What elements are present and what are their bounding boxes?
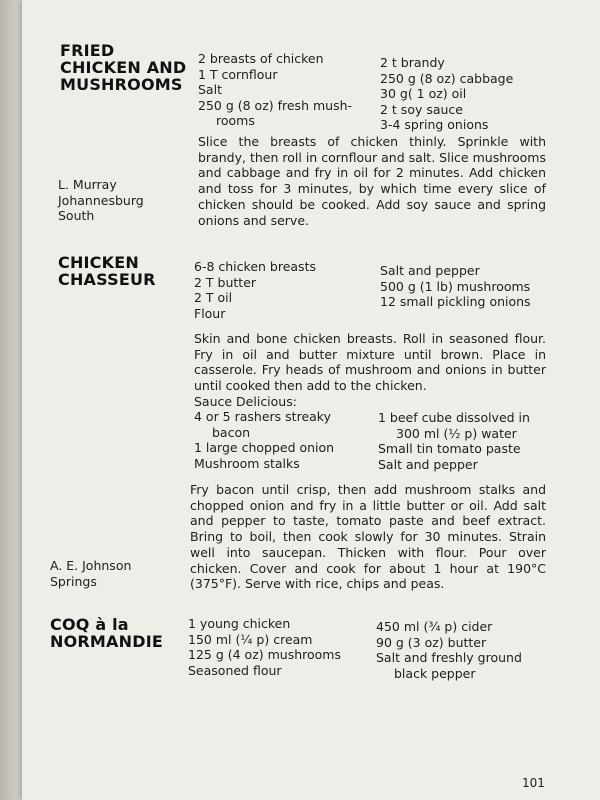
sauce-ingredients-right — [378, 410, 530, 472]
ingredient: Seasoned flour — [188, 662, 282, 678]
ingredient: 2 t brandy — [380, 55, 445, 70]
ingredient: 1 T cornflour — [198, 66, 278, 82]
page-number: 101 — [522, 776, 545, 790]
ingredient: 30 g( 1 oz) oil — [380, 86, 467, 101]
ingredient: black pepper — [394, 665, 476, 681]
ingredients-left — [198, 51, 352, 129]
ingredient: 300 ml (½ p) water — [396, 425, 517, 441]
ingredient: 450 ml (¾ p) cider — [376, 619, 493, 634]
recipe-author — [58, 177, 144, 224]
sauce-title: Sauce Delicious: — [194, 394, 297, 409]
ingredient: 250 g (8 oz) fresh mush- — [198, 97, 353, 113]
ingredient: Salt and pepper — [380, 263, 480, 278]
ingredient: bacon — [212, 424, 251, 440]
ingredient: 125 g (4 oz) mushrooms — [188, 647, 341, 662]
recipe-method: Skin and bone chicken breasts. Roll in seasoned flour. Fry in oil and butter mixture until brown. Place in casserole. Fry heads of mushroom and onions in butter until cooked then add to the chicken. — [194, 331, 546, 394]
ingredient: 2 T butter — [194, 274, 257, 290]
title-line: CHASSEUR — [58, 270, 156, 289]
ingredient: 3-4 spring onions — [380, 117, 489, 132]
author-line: Springs — [50, 573, 97, 589]
ingredient: rooms — [216, 113, 255, 128]
recipe-method: Slice the breasts of chicken thinly. Sprinkle with brandy, then roll in cornflour and salt. Slice mushrooms and cabbage and fry in oil for 2 minutes. Add chicken and toss for 3 minutes, by which time every slice of chicken should be cooked. Add soy sauce and spring onions and serve. — [198, 134, 546, 228]
recipe-title-coq-normandie — [50, 616, 163, 650]
recipe-title-fried-chicken — [60, 42, 186, 93]
author-line: South — [58, 208, 95, 223]
ingredient: 150 ml (¼ p) cream — [188, 631, 313, 647]
ingredient: 6-8 chicken breasts — [194, 259, 316, 274]
ingredient: 90 g (3 oz) butter — [376, 634, 487, 650]
ingredient: 1 beef cube dissolved in — [378, 410, 530, 425]
ingredient: 1 large chopped onion — [194, 440, 335, 455]
ingredients-right — [380, 263, 531, 310]
ingredient: 2 T oil — [194, 290, 233, 305]
ingredients-left — [194, 259, 316, 321]
ingredient: Salt and pepper — [378, 456, 478, 472]
ingredient: 1 young chicken — [188, 616, 291, 631]
ingredient: Salt — [198, 82, 222, 97]
ingredients-left — [188, 616, 341, 678]
title-line: FRIED — [60, 41, 115, 60]
author-line: A. E. Johnson — [50, 558, 132, 573]
title-line: CHICKEN — [58, 253, 139, 272]
ingredient: 12 small pickling onions — [380, 294, 531, 309]
ingredient: Small tin tomato paste — [378, 441, 521, 456]
recipe-method-2: Fry bacon until crisp, then add mushroom stalks and chopped onion and fry in a little butter or oil. Add salt and pepper to taste, tomato paste and beef extract. Bring to boil, then cook slowly for 30 minutes. Strain well into saucepan. Thicken with flour. Pour over chicken. Cover and cook for about 1 hour at 190°C (375°F). Serve with rice, chips and peas. — [190, 482, 546, 592]
recipe-title-chicken-chasseur — [58, 254, 156, 288]
book-gutter — [0, 0, 22, 800]
author-line: L. Murray — [58, 177, 117, 192]
title-line: CHICKEN AND — [60, 58, 187, 77]
ingredient: Mushroom stalks — [194, 455, 300, 471]
author-line: Johannesburg — [58, 192, 144, 208]
ingredient: 250 g (8 oz) cabbage — [380, 70, 514, 86]
ingredient: 4 or 5 rashers streaky — [194, 409, 331, 424]
ingredient: Salt and freshly ground — [376, 650, 522, 665]
title-line: NORMANDIE — [50, 632, 163, 651]
cookbook-page — [22, 0, 600, 800]
title-line: MUSHROOMS — [60, 75, 183, 94]
recipe-author — [50, 558, 131, 589]
ingredients-right — [376, 619, 522, 681]
ingredient: 2 breasts of chicken — [198, 51, 324, 66]
title-line: COQ à la — [50, 615, 129, 634]
ingredient: Flour — [194, 305, 226, 321]
ingredient: 2 t soy sauce — [380, 101, 463, 117]
ingredient: 500 g (1 lb) mushrooms — [380, 278, 531, 294]
sauce-ingredients-left — [194, 409, 334, 471]
ingredients-right — [380, 55, 513, 133]
